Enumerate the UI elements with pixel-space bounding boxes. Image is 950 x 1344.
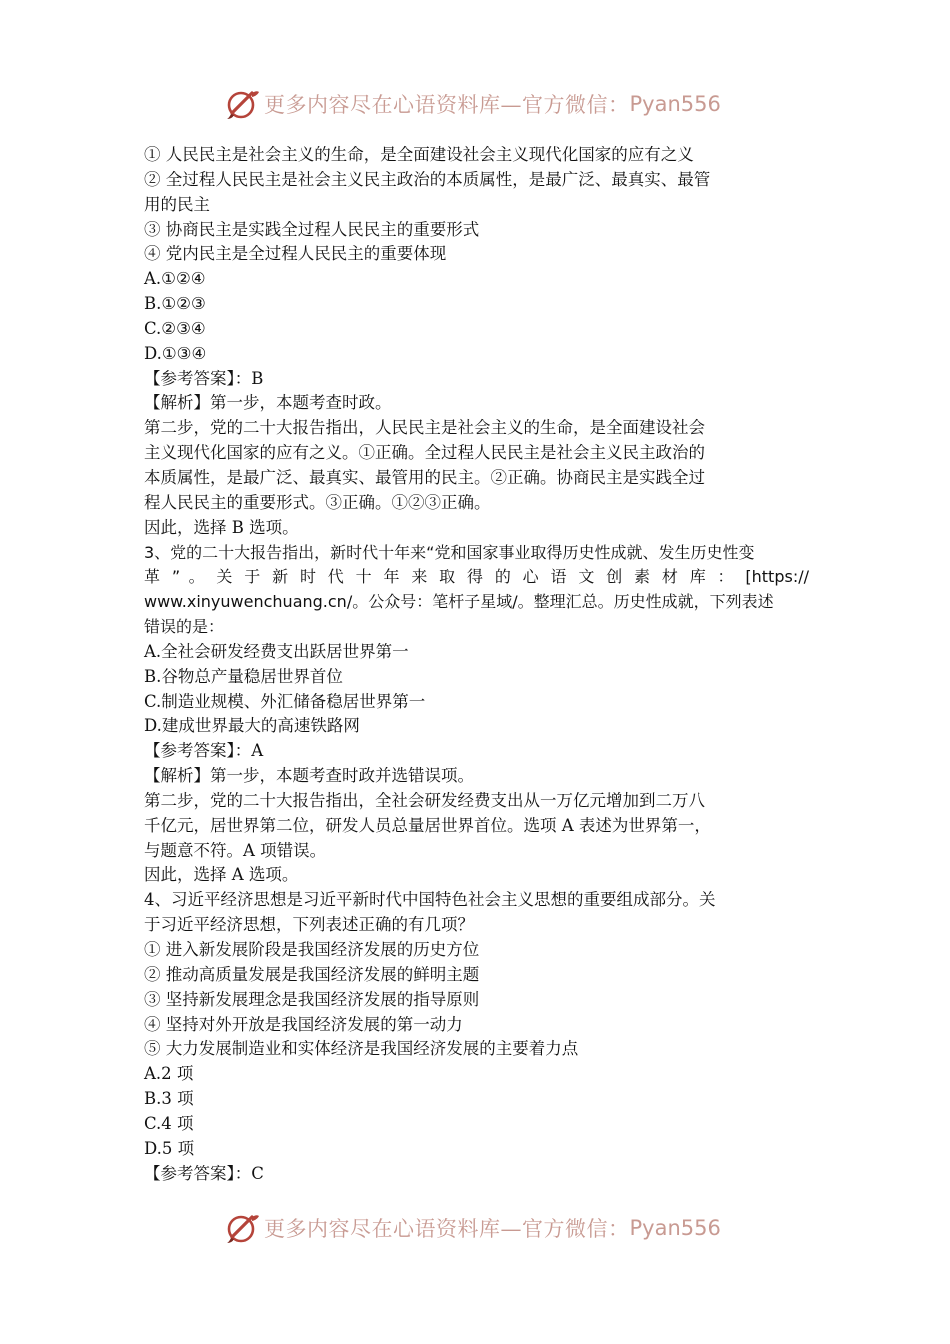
text-line: 第二步，党的二十大报告指出，人民民主是社会主义的生命，是全面建设社会: [144, 418, 705, 438]
answer-line: 【参考答案】：C: [144, 1163, 264, 1183]
text-line: ④ 坚持对外开放是我国经济发展的第一动力: [144, 1014, 463, 1034]
question-line: 4、习近平经济思想是习近平新时代中国特色社会主义思想的重要组成部分。关: [144, 890, 716, 910]
option-line: C.制造业规模、外汇储备稳居世界第一: [144, 691, 426, 711]
option-line: A.全社会研发经费支出跃居世界第一: [144, 641, 409, 661]
document-body: [144, 143, 809, 1186]
text-line: 因此，选择 A 选项。: [144, 865, 299, 885]
text-line: ④ 党内民主是全过程人民民主的重要体现: [144, 244, 447, 264]
text-line: 千亿元，居世界第二位，研发人员总量居世界首位。选项 A 表述为世界第一，: [144, 815, 711, 835]
banner-text: 更多内容尽在心语资料库—官方微信：: [264, 1217, 630, 1241]
question-line: 革 ” 。 关 于 新 时 代 十 年 来 取 得 的 心 语 文 创 素 材 库 ： [https://: [144, 567, 809, 587]
text-line: ① 进入新发展阶段是我国经济发展的历史方位: [144, 940, 480, 959]
text-line: 第二步，党的二十大报告指出，全社会研发经费支出从一万亿元增加到二万八: [144, 790, 705, 810]
option-line: D.建成世界最大的高速铁路网: [144, 716, 360, 736]
text-line: 因此，选择 B 选项。: [144, 517, 299, 537]
text-line: 与题意不符。A 项错误。: [144, 840, 327, 860]
text-line: ③ 坚持新发展理念是我国经济发展的指导原则: [144, 989, 480, 1009]
analysis-line: 【解析】第一步，本题考查时政。: [144, 393, 392, 413]
wechat-id: Pyan556: [629, 92, 721, 116]
option-line: D.5 项: [144, 1138, 195, 1158]
answer-line: 【参考答案】：A: [144, 741, 264, 761]
question-line: 3、党的二十大报告指出，新时代十年来“党和国家事业取得历史性成就、发生历史性变: [144, 542, 755, 562]
option-line: A.①②④: [144, 269, 206, 289]
option-line: C.②③④: [144, 318, 206, 338]
option-line: B.谷物总产量稳居世界首位: [144, 666, 343, 686]
option-line: A.2 项: [144, 1064, 194, 1084]
option-line: B.3 项: [144, 1089, 194, 1109]
text-line: 用的民主: [144, 194, 210, 214]
text-line: ② 推动高质量发展是我国经济发展的鲜明主题: [144, 964, 480, 984]
text-line: 本质属性，是最广泛、最真实、最管用的民主。②正确。协商民主是实践全过: [144, 467, 705, 487]
brush-logo-icon: [226, 1211, 260, 1245]
option-line: C.4 项: [144, 1113, 194, 1133]
text-line: ② 全过程人民民主是社会主义民主政治的本质属性，是最广泛、最真实、最管: [144, 169, 711, 189]
header-banner: [0, 84, 950, 124]
footer-banner: [0, 1208, 950, 1248]
option-line: B.①②③: [144, 294, 206, 314]
text-line: ⑤ 大力发展制造业和实体经济是我国经济发展的主要着力点: [144, 1039, 579, 1059]
banner-text: 更多内容尽在心语资料库—官方微信：: [264, 93, 630, 117]
answer-line: 【参考答案】：B: [144, 368, 264, 388]
question-line: www.xinyuwenchuang.cn/。公众号：笔杆子星域/。整理汇总。历史性成就，下列表述: [144, 592, 774, 612]
text-line: 主义现代化国家的应有之义。①正确。全过程人民民主是社会主义民主政治的: [144, 443, 705, 463]
question-line: 于习近平经济思想，下列表述正确的有几项？: [144, 915, 474, 935]
question-line: 错误的是：: [144, 617, 225, 637]
text-line: 程人民民主的重要形式。③正确。①②③正确。: [144, 492, 491, 512]
option-line: D.①③④: [144, 343, 207, 363]
wechat-id: Pyan556: [629, 1216, 721, 1240]
text-line: ③ 协商民主是实践全过程人民民主的重要形式: [144, 219, 480, 239]
brush-logo-icon: [226, 87, 260, 121]
analysis-line: 【解析】第一步，本题考查时政并选错误项。: [144, 766, 474, 786]
text-line: ① 人民民主是社会主义的生命，是全面建设社会主义现代化国家的应有之义: [144, 145, 694, 164]
